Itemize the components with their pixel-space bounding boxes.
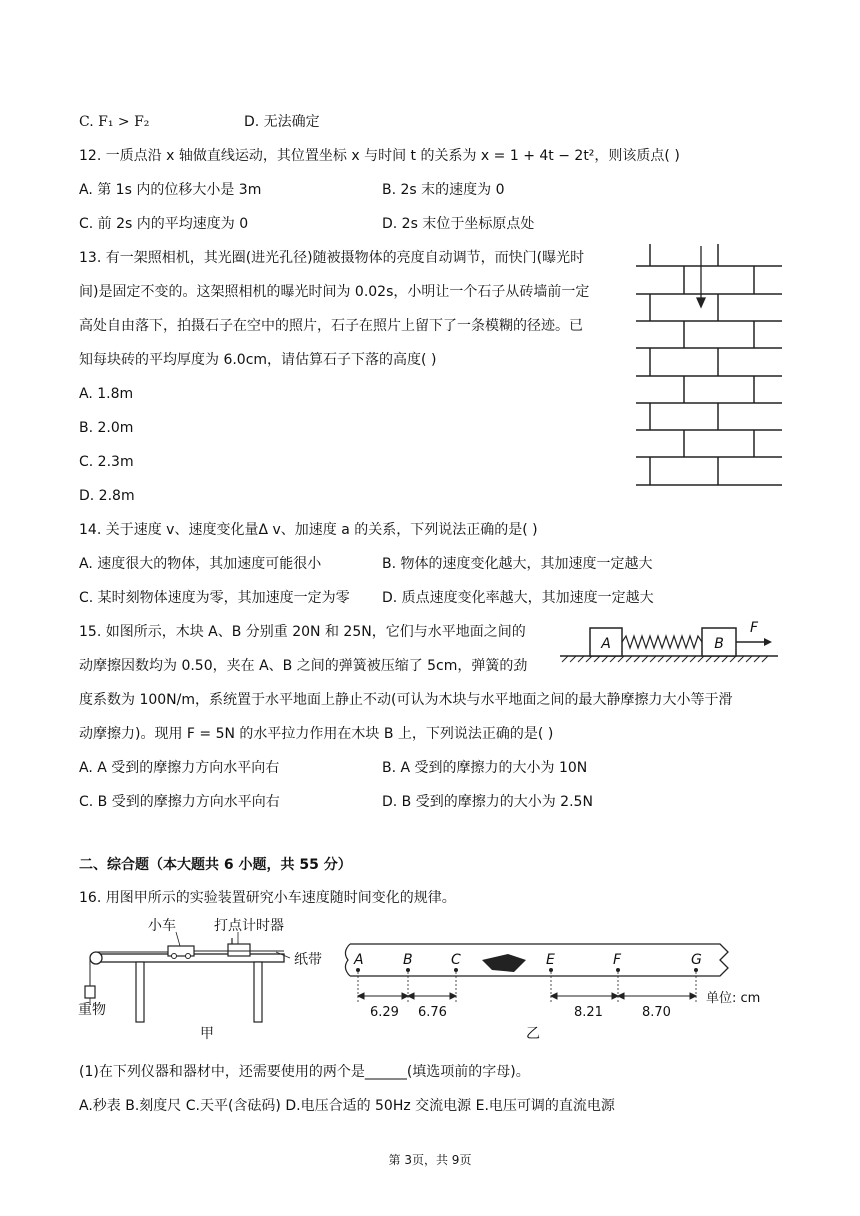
q14-option-a: A. 速度很大的物体，其加速度可能很小	[79, 556, 322, 572]
tape-point-b: B	[403, 952, 413, 968]
tape-point-g: G	[691, 952, 702, 968]
q12-option-b: B. 2s 末的速度为 0	[382, 182, 505, 198]
q14-option-b: B. 物体的速度变化越大，其加速度一定越大	[382, 556, 653, 572]
page-footer: 第 3页，共 9页	[388, 1153, 472, 1167]
q12-option-d: D. 2s 末位于坐标原点处	[382, 216, 535, 232]
tape-point-e: E	[546, 952, 555, 968]
q15-option-d: D. B 受到的摩擦力的大小为 2.5N	[382, 794, 593, 810]
q16-sub1: (1)在下列仪器和器材中，还需要使用的两个是______(填选项前的字母)。	[79, 1064, 530, 1080]
q11-option-d: D. 无法确定	[244, 114, 320, 130]
q13-stem-line-2: 间)是固定不变的。这架照相机的曝光时间为 0.02s，小明让一个石子从砖墙前一定	[79, 284, 590, 300]
tape-point-a: A	[354, 952, 364, 968]
q15-option-c: C. B 受到的摩擦力方向水平向右	[79, 794, 280, 810]
q14-stem: 14. 关于速度 v、速度变化量Δ v、加速度 a 的关系，下列说法正确的是( )	[79, 522, 538, 538]
q13-stem-line-4: 知每块砖的平均厚度为 6.0cm，请估算石子下落的高度( )	[79, 352, 437, 368]
q11-option-c: C. F₁ > F₂	[79, 114, 150, 130]
paper-tape-figure	[336, 936, 782, 1042]
dist-fg: 8.70	[642, 1005, 671, 1020]
q15-stem-line-1: 15. 如图所示，木块 A、B 分别重 20N 和 25N，它们与水平地面之间的	[79, 624, 526, 640]
car-label: 小车	[148, 918, 176, 934]
caption-b: 乙	[526, 1026, 540, 1042]
q13-stem-line-3: 高处自由落下，拍摄石子在空中的照片，石子在照片上留下了一条模糊的径迹。已	[79, 318, 583, 334]
q13-stem-line-1: 13. 有一架照相机，其光圈(进光孔径)随被摄物体的亮度自动调节，而快门(曝光时	[79, 250, 585, 266]
q13-option-a: A. 1.8m	[79, 386, 134, 402]
q15-stem-line-4: 动摩擦力)。现用 F = 5N 的水平拉力作用在木块 B 上，下列说法正确的是( )	[79, 726, 554, 742]
q12-option-a: A. 第 1s 内的位移大小是 3m	[79, 182, 262, 198]
q14-option-c: C. 某时刻物体速度为零，其加速度一定为零	[79, 590, 350, 606]
tape-point-c: C	[451, 952, 461, 968]
q15-option-b: B. A 受到的摩擦力的大小为 10N	[382, 760, 588, 776]
apparatus-figure	[76, 916, 336, 1042]
tape-label: 纸带	[294, 952, 322, 968]
q12-option-c: C. 前 2s 内的平均速度为 0	[79, 216, 249, 232]
dist-ab: 6.29	[370, 1005, 399, 1020]
q15-stem-line-2: 动摩擦因数均为 0.50，夹在 A、B 之间的弹簧被压缩了 5cm，弹簧的劲	[79, 658, 528, 674]
timer-label: 打点计时器	[214, 918, 284, 934]
stone-trace-arrow	[697, 246, 705, 307]
weight-label: 重物	[78, 1002, 106, 1018]
dist-ef: 8.21	[574, 1005, 603, 1020]
spring-blocks-figure	[556, 618, 782, 664]
q15-option-a: A. A 受到的摩擦力方向水平向右	[79, 760, 280, 776]
caption-a: 甲	[200, 1026, 214, 1042]
dist-bc: 6.76	[418, 1005, 447, 1020]
q16-stem: 16. 用图甲所示的实验装置研究小车速度随时间变化的规律。	[79, 890, 456, 906]
block-b-label: B	[714, 636, 724, 652]
q16-options: A.秒表 B.刻度尺 C.天平(含砝码) D.电压合适的 50Hz 交流电源 E.电压可调的直流电源	[79, 1098, 615, 1114]
block-a-label: A	[601, 636, 611, 652]
force-label: F	[750, 620, 759, 636]
brick-wall-figure	[636, 244, 782, 490]
q12-stem: 12. 一质点沿 x 轴做直线运动，其位置坐标 x 与时间 t 的关系为 x = 1 + 4t − 2t²，则该质点( )	[79, 148, 680, 164]
unit-label: 单位: cm	[706, 991, 761, 1006]
q13-option-b: B. 2.0m	[79, 420, 134, 436]
tape-point-f: F	[613, 952, 622, 968]
q14-option-d: D. 质点速度变化率越大，其加速度一定越大	[382, 590, 654, 606]
q13-option-c: C. 2.3m	[79, 454, 134, 470]
q13-option-d: D. 2.8m	[79, 488, 135, 504]
q15-stem-line-3: 度系数为 100N/m，系统置于水平地面上静止不动(可认为木块与水平地面之间的最大静摩擦力大小等于滑	[79, 692, 733, 708]
section-heading: 二、综合题（本大题共 6 小题，共 55 分）	[79, 857, 352, 873]
